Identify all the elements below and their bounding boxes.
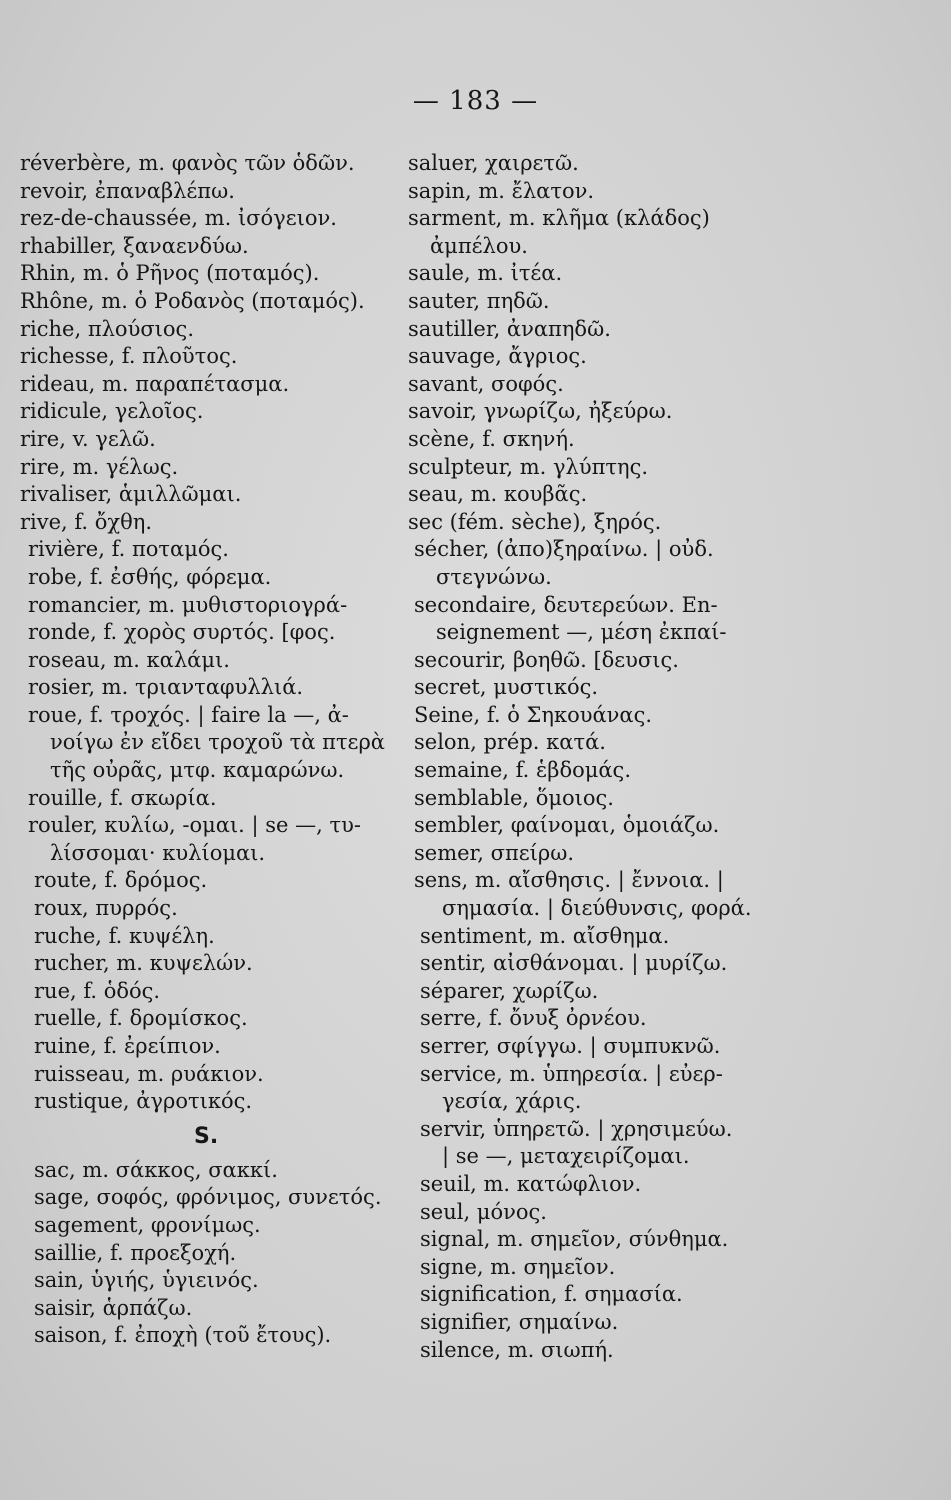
dictionary-entry-line: savoir, γνωρίζω, ἠξεύρω. — [408, 399, 673, 424]
dictionary-entry-line: sculpteur, m. γλύπτης. — [408, 454, 649, 479]
dictionary-entry-line: réverbère, m. φανὸς τῶν ὁδῶν. — [20, 151, 355, 175]
right-column — [408, 150, 948, 1364]
dictionary-entry-line: sage, σοφός, φρόνιμος, συνετός. — [34, 1185, 382, 1210]
dictionary-entry-line: ruelle, f. δρομίσκος. — [34, 1006, 248, 1031]
dictionary-entry-line: semer, σπείρω. — [414, 840, 575, 865]
dictionary-entry-line: romancier, m. μυθιστοριογρά- — [28, 592, 348, 617]
dictionary-entry-line: rive, f. ὄχθη. — [20, 509, 153, 534]
dictionary-entry-line: signification, f. σημασία. — [420, 1282, 683, 1307]
dictionary-entry-line: rustique, ἀγροτικός. — [34, 1089, 253, 1114]
dictionary-entry-line: sautiller, ἀναπηδῶ. — [408, 316, 611, 341]
dictionary-entry-line: λίσσομαι· κυλίομαι. — [50, 840, 266, 865]
dictionary-entry-line: richesse, f. πλοῦτος. — [20, 344, 238, 369]
dictionary-entry-line: ronde, f. χορὸς συρτός. [φος. — [28, 620, 336, 645]
dictionary-entry-line: rivière, f. ποταμός. — [28, 537, 229, 562]
dictionary-entry-line: Seine, f. ὁ Σηκουάνας. — [414, 702, 653, 727]
dictionary-entry-line: saisir, ἁρπάζω. — [34, 1295, 193, 1320]
dictionary-entry-line: servir, ὑπηρετῶ. | χρησιμεύω. — [420, 1116, 733, 1141]
dictionary-entry-line: sauvage, ἄγριος. — [408, 344, 587, 369]
dictionary-entry-line: service, m. ὑπηρεσία. | εὐερ- — [420, 1061, 723, 1086]
dictionary-entry-line: sécher, (ἀπο)ξηραίνω. | οὐδ. — [414, 537, 714, 562]
dictionary-entry-line: ruine, f. ἐρείπιον. — [34, 1034, 221, 1058]
dictionary-entry-line: sac, m. σάκκος, σακκί. — [34, 1157, 278, 1182]
dictionary-entry-line: serrer, σφίγγω. | συμπυκνῶ. — [420, 1034, 721, 1058]
dictionary-entry-line: saison, f. ἐποχὴ (τοῦ ἔτους). — [34, 1323, 332, 1348]
dictionary-entry-line: Rhône, m. ὁ Ροδανὸς (ποταμός). — [20, 288, 365, 313]
dictionary-entry-line: rire, v. γελῶ. — [20, 426, 156, 451]
dictionary-entry-line: sapin, m. ἔλατον. — [408, 178, 595, 203]
dictionary-entry-line: sentiment, m. αἴσθημα. — [420, 923, 670, 948]
dictionary-entry-line: silence, m. σιωπή. — [420, 1337, 614, 1362]
dictionary-entry-line: secourir, βοηθῶ. [δευσις. — [414, 647, 679, 672]
dictionary-entry-line: rez-de-chaussée, m. ἰσόγειον. — [20, 206, 337, 231]
dictionary-entry-line: saule, m. ἰτέα. — [408, 261, 563, 286]
dictionary-entry-line: rouler, κυλίω, -ομαι. | se —, τυ- — [28, 813, 361, 838]
dictionary-entry-line: νοίγω ἐν εἴδει τροχοῦ τὰ πτερὰ — [50, 730, 385, 755]
dictionary-entry-line: roue, f. τροχός. | faire la —, ἀ- — [28, 702, 349, 727]
dictionary-entry-line: γεσία, χάρις. — [442, 1089, 582, 1114]
dictionary-entry-line: rouille, f. σκωρία. — [28, 785, 217, 810]
dictionary-entry-line: sagement, φρονίμως. — [34, 1212, 261, 1237]
dictionary-entry-line: στεγνώνω. — [436, 564, 552, 589]
dictionary-entry-line: seul, μόνος. — [420, 1199, 547, 1224]
dictionary-entry-line: semblable, ὅμοιος. — [414, 785, 614, 810]
dictionary-entry-line: seignement —, μέση ἐκπαί- — [436, 620, 727, 645]
dictionary-entry-line: signal, m. σημεῖον, σύνθημα. — [420, 1227, 729, 1252]
dictionary-entry-line: revoir, ἐπαναβλέπω. — [20, 178, 235, 203]
dictionary-entry-line: rhabiller, ξαναενδύω. — [20, 233, 249, 258]
dictionary-entry-line: τῆς οὐρᾶς, μτφ. καμαρώνω. — [50, 758, 345, 783]
dictionary-entry-line: seau, m. κουβᾶς. — [408, 482, 588, 507]
dictionary-entry-line: roseau, m. καλάμι. — [28, 647, 230, 672]
dictionary-entry-line: ruche, f. κυψέλη. — [34, 923, 215, 948]
dictionary-entry-line: savant, σοφός. — [408, 371, 564, 396]
dictionary-entry-line: seuil, m. κατώφλιον. — [420, 1171, 642, 1196]
dictionary-entry-line: sec (fém. sèche), ξηρός. — [408, 509, 662, 534]
dictionary-entry-line: rivaliser, ἁμιλλῶμαι. — [20, 482, 242, 507]
dictionary-entry-line: sauter, πηδῶ. — [408, 288, 550, 313]
dictionary-entry-line: rosier, m. τριανταφυλλιά. — [28, 675, 304, 700]
dictionary-entry-line: ridicule, γελοῖος. — [20, 399, 204, 424]
dictionary-entry-line: sain, ὑγιής, ὑγιεινός. — [34, 1268, 259, 1293]
dictionary-entry-line: saluer, χαιρετῶ. — [408, 151, 579, 175]
dictionary-entry-line: rideau, m. παραπέτασμα. — [20, 371, 290, 396]
dictionary-entry-line: roux, πυρρός. — [34, 896, 178, 921]
dictionary-entry-line: rucher, m. κυψελών. — [34, 951, 253, 976]
dictionary-entry-line: sentir, αἰσθάνομαι. | μυρίζω. — [420, 951, 728, 976]
dictionary-entry-line: secret, μυστικός. — [414, 675, 599, 700]
dictionary-entry-line: saillie, f. προεξοχή. — [34, 1240, 237, 1265]
dictionary-entry-line: scène, f. σκηνή. — [408, 426, 575, 451]
section-heading: S. — [194, 1123, 219, 1149]
dictionary-entry-line: ἀμπέλου. — [430, 233, 528, 258]
dictionary-entry-line: semaine, f. ἑβδομάς. — [414, 758, 631, 783]
dictionary-entry-line: sembler, φαίνομαι, ὁμοιάζω. — [414, 813, 720, 838]
dictionary-entry-line: serre, f. ὄνυξ ὀρνέου. — [420, 1006, 647, 1031]
dictionary-entry-line: sens, m. αἴσθησις. | ἔννοια. | — [414, 868, 724, 893]
page-number: — 183 — — [412, 86, 539, 116]
dictionary-entry-line: selon, prép. κατά. — [414, 730, 606, 755]
dictionary-entry-line: ruisseau, m. ρυάκιον. — [34, 1061, 264, 1086]
dictionary-entry-line: robe, f. ἐσθής, φόρεμα. — [28, 564, 272, 589]
dictionary-entry-line: Rhin, m. ὁ Ρῆνος (ποταμός). — [20, 261, 320, 286]
dictionary-entry-line: signifier, σημαίνω. — [420, 1309, 619, 1334]
dictionary-entry-line: séparer, χωρίζω. — [420, 978, 599, 1003]
dictionary-entry-line: signe, m. σημεῖον. — [420, 1254, 616, 1279]
dictionary-entry-line: rire, m. γέλως. — [20, 454, 179, 479]
dictionary-entry-line: secondaire, δευτερεύων. En- — [414, 592, 718, 617]
dictionary-entry-line: σημασία. | διεύθυνσις, φορά. — [442, 896, 752, 921]
dictionary-entry-line: route, f. δρόμος. — [34, 868, 208, 893]
dictionary-entry-line: sarment, m. κλῆμα (κλάδος) — [408, 206, 710, 231]
dictionary-entry-line: | se —, μεταχειρίζομαι. — [442, 1144, 690, 1169]
dictionary-entry-line: riche, πλούσιος. — [20, 316, 194, 341]
left-column — [20, 150, 400, 1350]
dictionary-entry-line: rue, f. ὁδός. — [34, 978, 161, 1003]
